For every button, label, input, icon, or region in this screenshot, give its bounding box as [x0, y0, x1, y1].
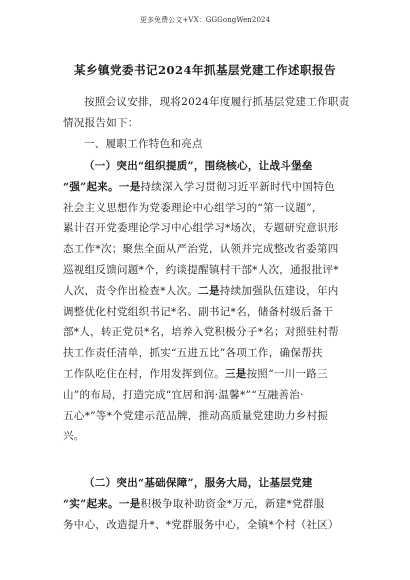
- paragraph-text: 积极争取补助资金*万元，新建*党群服: [140, 497, 325, 510]
- paragraph-line: 务中心，改造提升*、*党群服务中心，全镇*个村（社区）: [63, 518, 339, 531]
- subheading-line: （二）突出“基础保障”，服务大局，让基层党建: [84, 477, 313, 489]
- paragraph-1: [63, 156, 363, 447]
- intro-line: 情况报告如下：: [63, 116, 139, 129]
- paragraph-line: 累计召开党委理论学习中心组学习*场次，专题研究意识形: [63, 222, 339, 235]
- paragraph-line: 五心*”等*个党建示范品牌，推动高质量党建助力乡村振: [63, 409, 329, 422]
- paragraph-line: 调整优化村党组织书记*名、副书记*名，储备村级后备干: [63, 305, 334, 318]
- document-title: 某乡镇党委书记2024年抓基层党建工作述职报告: [73, 63, 336, 77]
- paragraph-text: 持续深入学习贯彻习近平新时代中国特色: [140, 180, 335, 193]
- paragraph-line: 态工作*次；聚焦全面从严治党，认领并完成整改省委第四: [63, 243, 339, 256]
- paragraph-line: [63, 177, 363, 198]
- paragraph-line: 部*人，转正党员*名，培养入党积极分子*名；对照驻村帮: [63, 326, 339, 339]
- subheading-tail: “强”起来。: [63, 180, 119, 193]
- paragraph-text: 持续加强队伍建设，年内: [219, 284, 339, 297]
- section-heading: 一、履职工作特色和亮点: [84, 138, 203, 150]
- paragraph-line: [63, 494, 363, 515]
- header-watermark: 更多免费公文+VX：GGGongWen2024: [139, 16, 271, 24]
- section-heading-block: [63, 134, 363, 155]
- paragraph-2: [63, 473, 363, 535]
- paragraph-line: [63, 281, 363, 302]
- paragraph-text: 人次，责令作出检查*人次。: [63, 284, 199, 297]
- point-marker: 一是: [118, 497, 141, 510]
- intro-paragraph: [63, 92, 363, 134]
- paragraph-line: 巡视组反馈问题*个，约谈提醒镇村干部*人次，通报批评*: [63, 263, 339, 276]
- point-marker: 二是: [198, 284, 220, 297]
- point-marker: 三是: [225, 367, 247, 380]
- paragraph-line: [63, 364, 363, 385]
- paragraph-line: 山”的布局，打造完成“宜居和润·温馨*”“互融善治·: [63, 388, 304, 401]
- intro-line: 按照会议安排，现将2024年度履行抓基层党建工作职责: [84, 96, 350, 108]
- paragraph-line: 兴。: [63, 430, 85, 443]
- paragraph-text: 工作队吃住在村，作用发挥到位。: [63, 367, 225, 380]
- paragraph-line: 社会主义思想作为党委理论中心组学习的“第一议题”，: [63, 201, 323, 214]
- paragraph-line: 扶工作责任清单，抓实“五进五比”各项工作，确保帮扶: [63, 347, 323, 360]
- subheading-line: （一）突出“组织提质”，围绕核心，让战斗堡垒: [84, 160, 313, 172]
- subheading-tail: “实”起来。: [63, 497, 119, 510]
- point-marker: 一是: [118, 180, 141, 193]
- paragraph-text: 按照“一川一路三: [246, 367, 328, 380]
